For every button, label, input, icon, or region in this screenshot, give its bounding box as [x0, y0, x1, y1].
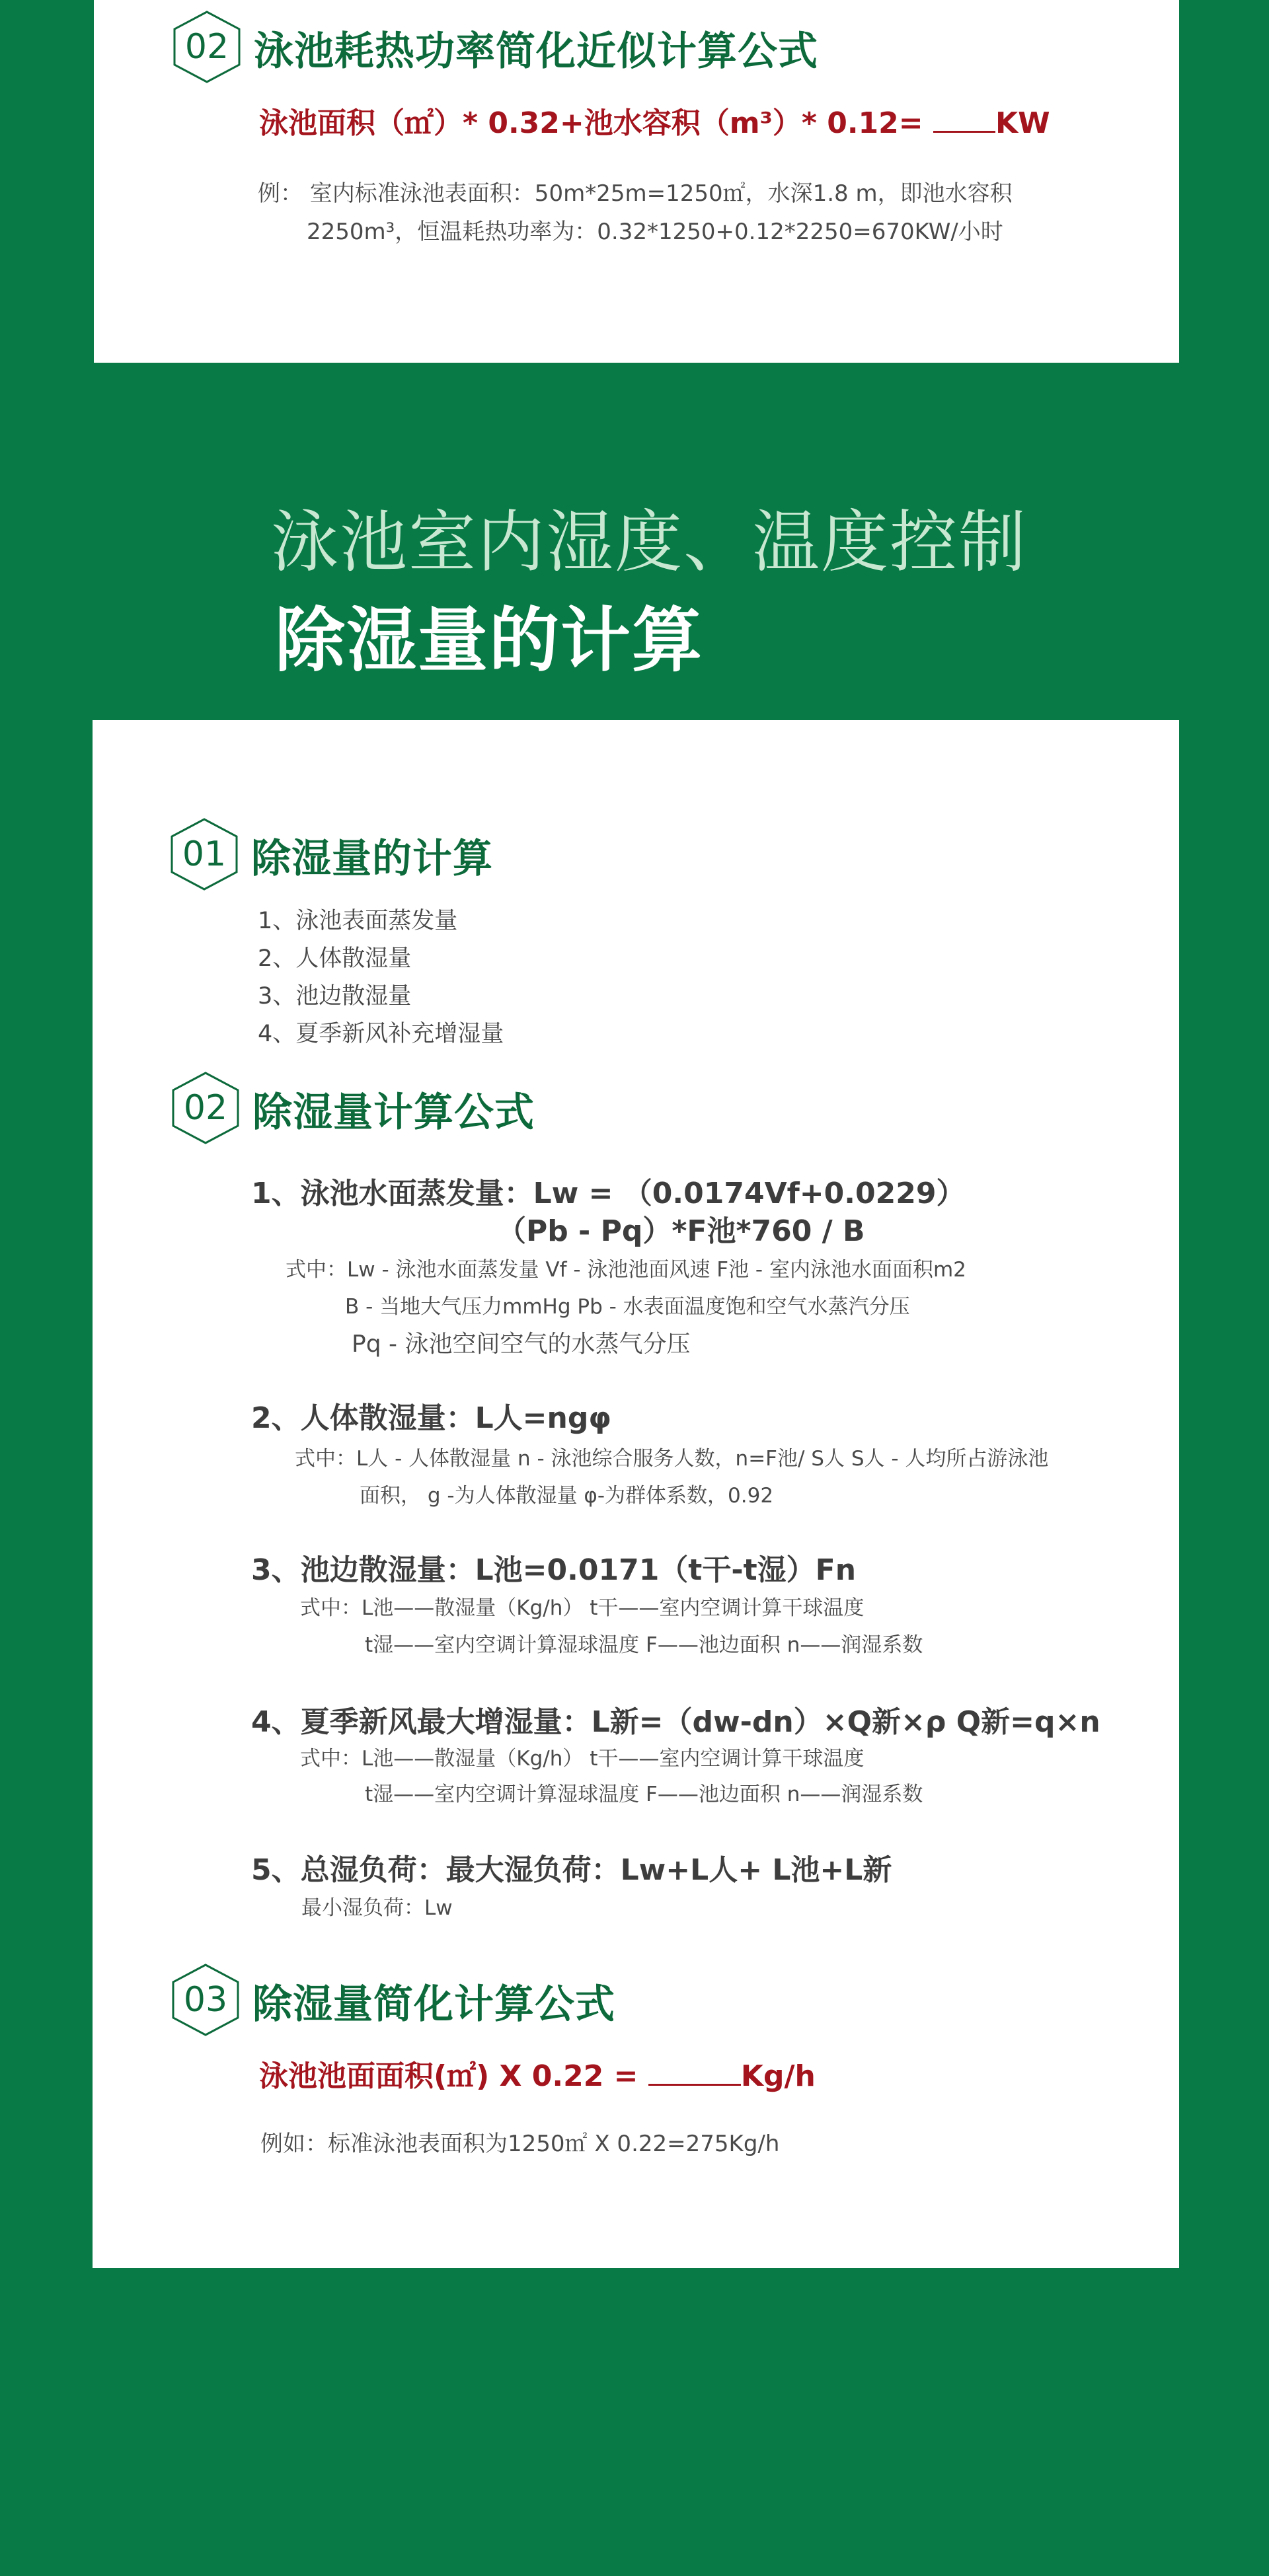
formula-1-heading: 1、泳池水面蒸发量：Lw = （0.0174Vf+0.0229） [251, 1177, 966, 1210]
band-title-line-1: 泳池室内湿度、温度控制 [271, 503, 1027, 582]
formula-1-desc-1: 式中：Lw - 泳池水面蒸发量 Vf - 泳池池面风速 F池 - 室内泳池水面面积m2 [286, 1258, 966, 1282]
list-item: 1、泳池表面蒸发量 [258, 908, 458, 934]
formula-5-desc-1: 最小湿负荷：Lw [301, 1896, 453, 1920]
formula-1-desc-3: Pq - 泳池空间空气的水蒸气分压 [352, 1331, 691, 1358]
formula-3-desc-1: 式中：L池——散湿量（Kg/h） t干——室内空调计算干球温度 [300, 1596, 865, 1620]
band-title-line-2: 除湿量的计算 [275, 600, 703, 681]
section-title: 泳池耗热功率简化近似计算公式 [254, 28, 818, 75]
formula-2-heading: 2、人体散湿量：L人=ngφ [251, 1401, 611, 1435]
formula-4-desc-1: 式中：L池——散湿量（Kg/h） t干——室内空调计算干球温度 [300, 1747, 865, 1771]
list-item: 4、夏季新风补充增湿量 [258, 1021, 504, 1047]
formula-1-heading-cont: （Pb - Pq）*F池*760 / B [497, 1214, 865, 1248]
top-card [94, 0, 1179, 363]
formula-5-heading: 5、总湿负荷：最大湿负荷：Lw+L人+ L池+L新 [251, 1853, 892, 1887]
formula-2-desc-2: 面积， g -为人体散湿量 φ-为群体系数，0.92 [360, 1484, 774, 1508]
section-title: 除湿量计算公式 [252, 1089, 535, 1136]
dehumidify-formula [259, 2052, 816, 2094]
section-header-01 [167, 817, 960, 896]
formula-3-desc-2: t湿——室内空调计算湿球温度 F——池边面积 n——润湿系数 [365, 1633, 923, 1657]
formula-text: 泳池面积（㎡）* 0.32+池水容积（m³）* 0.12= [259, 106, 923, 140]
formula-2-desc-1: 式中：L人 - 人体散湿量 n - 泳池综合服务人数，n=F池/ S人 S人 - 人均所占游泳池 [295, 1447, 1049, 1471]
section-header-02 [168, 1070, 961, 1150]
example-line-1: 例： 室内标准泳池表面积：50m*25m=1250㎡，水深1.8 m，即池水容积 [258, 180, 1013, 207]
formula-1-desc-2: B - 当地大气压力mmHg Pb - 水表面温度饱和空气水蒸汽分压 [345, 1295, 910, 1319]
formula-4-heading: 4、夏季新风最大增湿量：L新=（dw-dn）×Q新×ρ Q新=q×n [251, 1705, 1100, 1739]
formula-blank [933, 127, 995, 133]
example-text: 例如：标准泳池表面积为1250㎡ X 0.22=275Kg/h [260, 2131, 780, 2157]
formula-unit: Kg/h [740, 2059, 816, 2093]
section-number: 02 [184, 27, 229, 67]
main-card [93, 720, 1179, 2268]
list-item: 3、池边散湿量 [258, 983, 412, 1010]
section-number: 03 [183, 1980, 228, 2020]
formula-blank [648, 2080, 741, 2086]
section-number: 02 [183, 1088, 228, 1128]
formula-4-desc-2: t湿——室内空调计算湿球温度 F——池边面积 n——润湿系数 [365, 1783, 923, 1806]
formula-3-heading: 3、池边散湿量：L池=0.0171（t干-t湿）Fn [251, 1553, 857, 1587]
list-item: 2、人体散湿量 [258, 945, 412, 972]
formula-text: 泳池池面面积(㎡) X 0.22 = [259, 2059, 638, 2093]
section-number: 01 [182, 834, 227, 874]
example-line-2: 2250m³，恒温耗热功率为：0.32*1250+0.12*2250=670KW/小时 [307, 219, 1003, 245]
formula-unit: KW [995, 106, 1050, 140]
heat-power-formula [259, 99, 1050, 141]
section-title: 除湿量简化计算公式 [252, 1981, 615, 2028]
section-header-03 [168, 1962, 961, 2042]
section-title: 除湿量的计算 [251, 836, 493, 882]
section-header-02-heat [169, 9, 1095, 89]
